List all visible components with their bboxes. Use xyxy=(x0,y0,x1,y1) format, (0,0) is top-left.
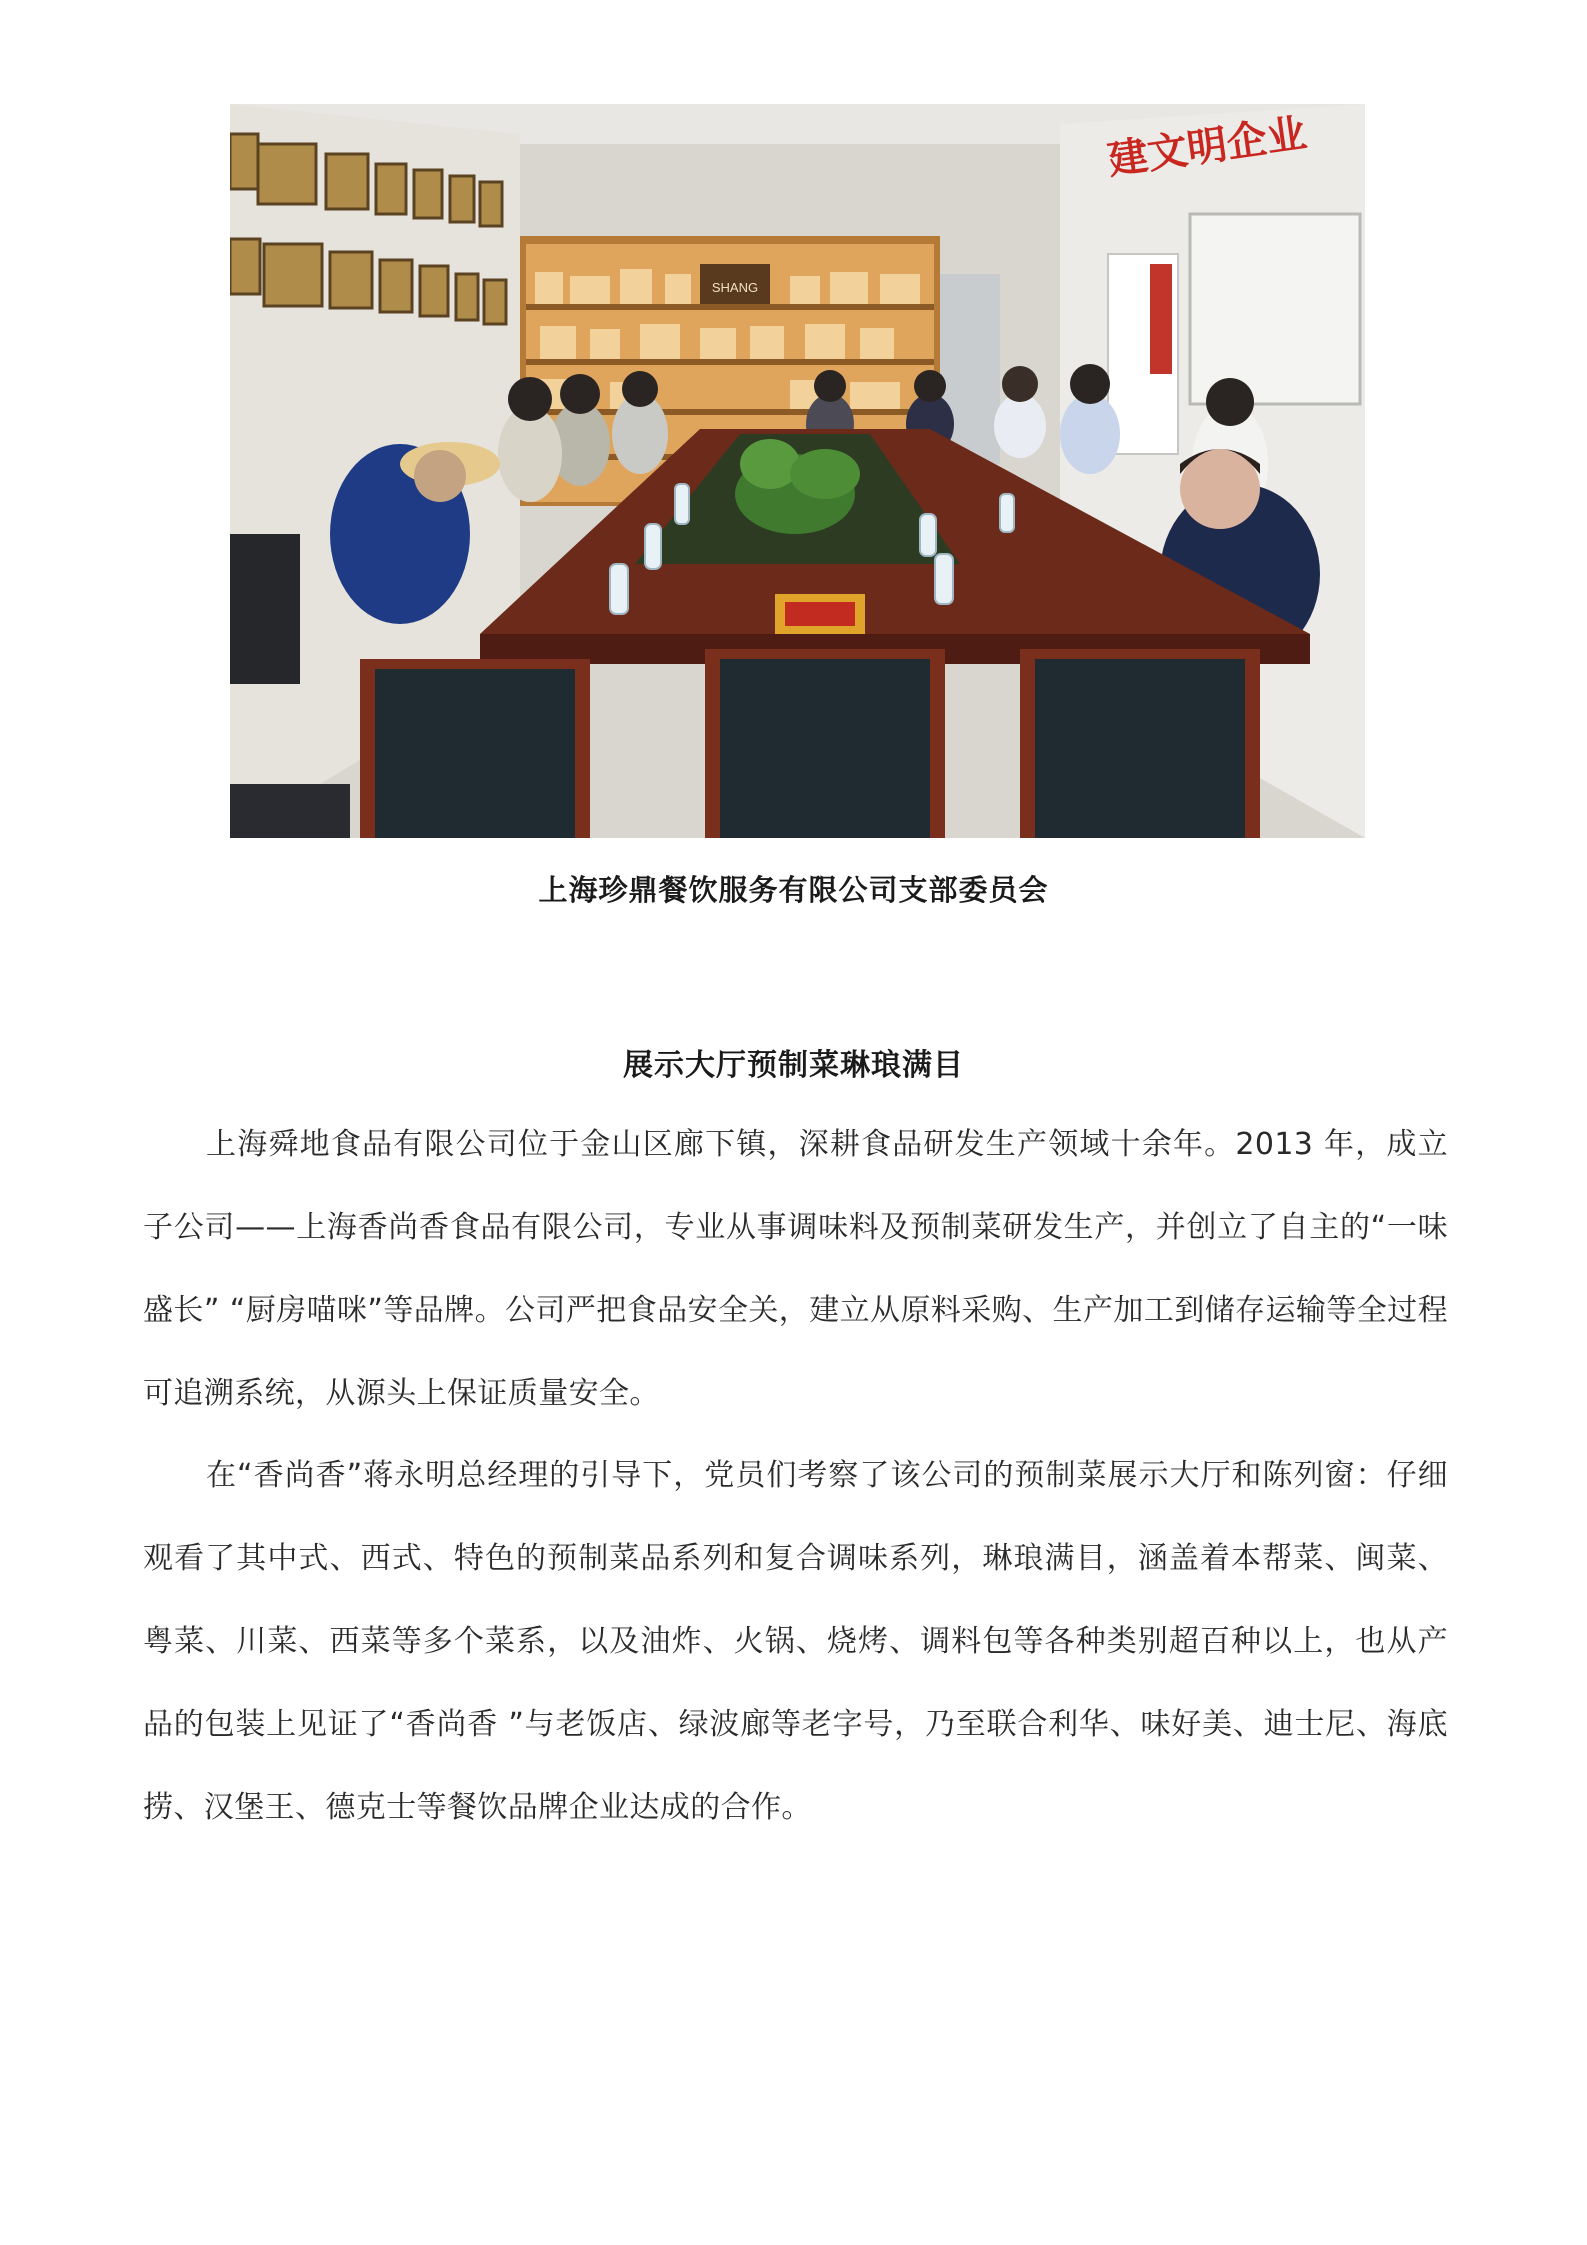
body-paragraph: 上海舜地食品有限公司位于金山区廊下镇，深耕食品研发生产领域十余年。2013 年，成立子公司——上海香尚香食品有限公司，专业从事调味料及预制菜研发生产，并创立了自主的“一味盛长” “厨房喵咪”等品牌。公司严把食品安全关，建立从原料采购、生产加工到储存运输等全过程可追溯系统，从源头上保证质量安全。 xyxy=(143,1127,1448,1411)
body-paragraph: 在“香尚香”蒋永明总经理的引导下，党员们考察了该公司的预制菜展示大厅和陈列窗：仔细观看了其中式、西式、特色的预制菜品系列和复合调味系列，琳琅满目，涵盖着本帮菜、闽菜、粤菜、川菜、西菜等多个菜系，以及油炸、火锅、烧烤、调料包等各种类别超百种以上，也从产品的包装上见证了“香尚香 ”与老饭店、绿波廊等老字号，乃至联合利华、味好美、迪士尼、海底捞、汉堡王、德克士等餐饮品牌企业达成的合作。 xyxy=(143,1458,1448,1825)
cabinet-brand-sign: SHANG xyxy=(711,280,759,295)
wall-slogan: 建文明企业 xyxy=(1104,110,1310,184)
meeting-photo xyxy=(230,104,1365,838)
section-title: 展示大厅预制菜琳琅满目 xyxy=(623,1048,964,1083)
meeting-room-illustration xyxy=(230,104,1365,838)
photo-caption: 上海珍鼎餐饮服务有限公司支部委员会 xyxy=(538,873,1049,907)
